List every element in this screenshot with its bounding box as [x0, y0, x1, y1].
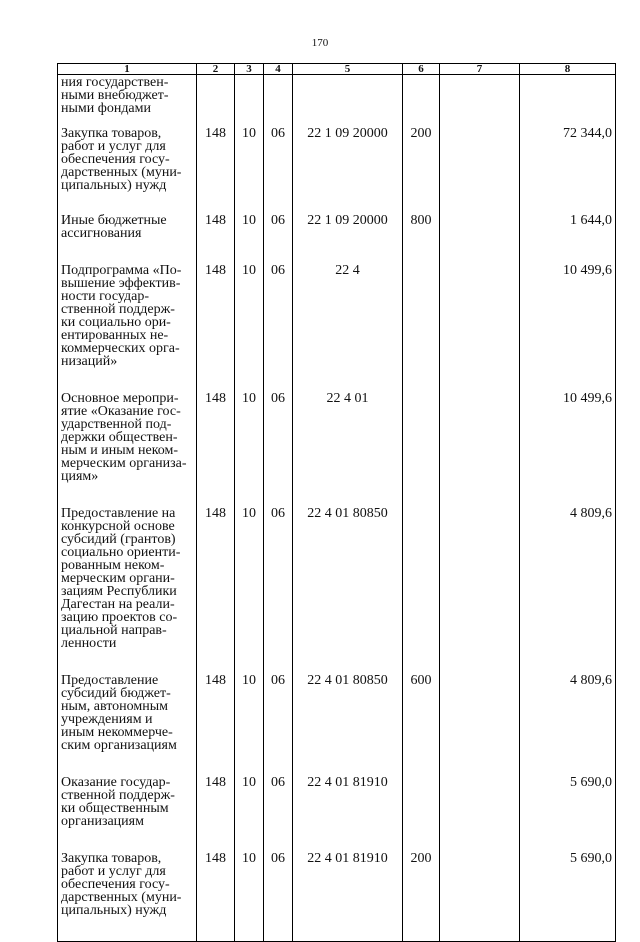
- row-target-article: [293, 75, 403, 128]
- row-subsection: 06: [264, 264, 293, 392]
- header-col-7: 7: [440, 64, 520, 75]
- row-col-7: [440, 264, 520, 392]
- row-target-article: 22 1 09 20000: [293, 214, 403, 264]
- row-col-7: [440, 776, 520, 852]
- row-section: 10: [235, 674, 264, 776]
- row-section: 10: [235, 264, 264, 392]
- row-target-article: 22 4 01 80850: [293, 507, 403, 674]
- row-amount: 72 344,0: [520, 127, 616, 214]
- table-header-row: [58, 64, 616, 75]
- row-amount: 10 499,6: [520, 264, 616, 392]
- row-target-article: 22 4 01 81910: [293, 776, 403, 852]
- row-expense-type: [403, 75, 440, 128]
- row-expense-type: 800: [403, 214, 440, 264]
- row-code: 148: [197, 674, 235, 776]
- row-subsection: 06: [264, 507, 293, 674]
- row-col-7: [440, 674, 520, 776]
- row-section: 10: [235, 214, 264, 264]
- row-code: [197, 75, 235, 128]
- row-expense-type: 200: [403, 852, 440, 942]
- row-target-article: 22 4 01: [293, 392, 403, 507]
- row-name: Основное меропри- ятие «Оказание гос- ударственной под- держки обществен- ным и иным неком- мерческим организа- циям»: [58, 392, 197, 507]
- table-row: [58, 127, 616, 214]
- row-amount: 1 644,0: [520, 214, 616, 264]
- row-code: 148: [197, 127, 235, 214]
- row-target-article: 22 4 01 80850: [293, 674, 403, 776]
- row-expense-type: 600: [403, 674, 440, 776]
- row-col-7: [440, 852, 520, 942]
- row-subsection: 06: [264, 776, 293, 852]
- row-amount: 5 690,0: [520, 852, 616, 942]
- row-section: 10: [235, 392, 264, 507]
- row-amount: [520, 75, 616, 128]
- row-code: 148: [197, 852, 235, 942]
- row-expense-type: [403, 776, 440, 852]
- row-code: 148: [197, 392, 235, 507]
- row-subsection: 06: [264, 674, 293, 776]
- header-col-3: 3: [235, 64, 264, 75]
- table-row: [58, 214, 616, 264]
- row-section: 10: [235, 852, 264, 942]
- header-col-4: 4: [264, 64, 293, 75]
- row-name: Предоставление на конкурсной основе субсидий (грантов) социально ориенти- рованным неком- мерческим органи- зациям Республики Дагестан на реали- зацию проектов со- циальной направ- ленности: [58, 507, 197, 674]
- row-name: Подпрограмма «По- вышение эффектив- ности государ- ственной поддерж- ки социально ори- ентированных не- коммерческих орга- низаций»: [58, 264, 197, 392]
- row-subsection: 06: [264, 214, 293, 264]
- row-code: 148: [197, 507, 235, 674]
- row-section: 10: [235, 127, 264, 214]
- table-row: [58, 392, 616, 507]
- header-col-8: 8: [520, 64, 616, 75]
- row-code: 148: [197, 776, 235, 852]
- row-amount: 10 499,6: [520, 392, 616, 507]
- table-row: [58, 674, 616, 776]
- row-target-article: 22 4: [293, 264, 403, 392]
- budget-table: [57, 63, 616, 942]
- row-name: Закупка товаров, работ и услуг для обеспечения госу- дарственных (муни- ципальных) нужд: [58, 852, 197, 942]
- header-col-1: 1: [58, 64, 197, 75]
- row-name: Предоставление субсидий бюджет- ным, автономным учреждениям и иным некоммерче- ским организациям: [58, 674, 197, 776]
- header-col-5: 5: [293, 64, 403, 75]
- row-col-7: [440, 392, 520, 507]
- row-target-article: 22 4 01 81910: [293, 852, 403, 942]
- page-number: 170: [311, 37, 329, 49]
- header-col-2: 2: [197, 64, 235, 75]
- row-col-7: [440, 507, 520, 674]
- row-name: Закупка товаров, работ и услуг для обеспечения госу- дарственных (муни- ципальных) нужд: [58, 127, 197, 214]
- row-amount: 4 809,6: [520, 507, 616, 674]
- row-target-article: 22 1 09 20000: [293, 127, 403, 214]
- row-code: 148: [197, 264, 235, 392]
- row-section: [235, 75, 264, 128]
- table-row: [58, 776, 616, 852]
- row-expense-type: [403, 264, 440, 392]
- row-expense-type: [403, 392, 440, 507]
- row-amount: 5 690,0: [520, 776, 616, 852]
- row-section: 10: [235, 776, 264, 852]
- row-name: ния государствен- ными внебюджет- ными фондами: [58, 75, 197, 128]
- row-name: Оказание государ- ственной поддерж- ки общественным организациям: [58, 776, 197, 852]
- row-section: 10: [235, 507, 264, 674]
- row-subsection: 06: [264, 392, 293, 507]
- table-row: [58, 264, 616, 392]
- header-col-6: 6: [403, 64, 440, 75]
- row-code: 148: [197, 214, 235, 264]
- row-expense-type: 200: [403, 127, 440, 214]
- row-col-7: [440, 214, 520, 264]
- row-subsection: [264, 75, 293, 128]
- row-name: Иные бюджетные ассигнования: [58, 214, 197, 264]
- row-subsection: 06: [264, 852, 293, 942]
- row-col-7: [440, 127, 520, 214]
- row-amount: 4 809,6: [520, 674, 616, 776]
- row-col-7: [440, 75, 520, 128]
- row-expense-type: [403, 507, 440, 674]
- table-row: [58, 852, 616, 942]
- row-subsection: 06: [264, 127, 293, 214]
- table-row: [58, 75, 616, 128]
- table-row: [58, 507, 616, 674]
